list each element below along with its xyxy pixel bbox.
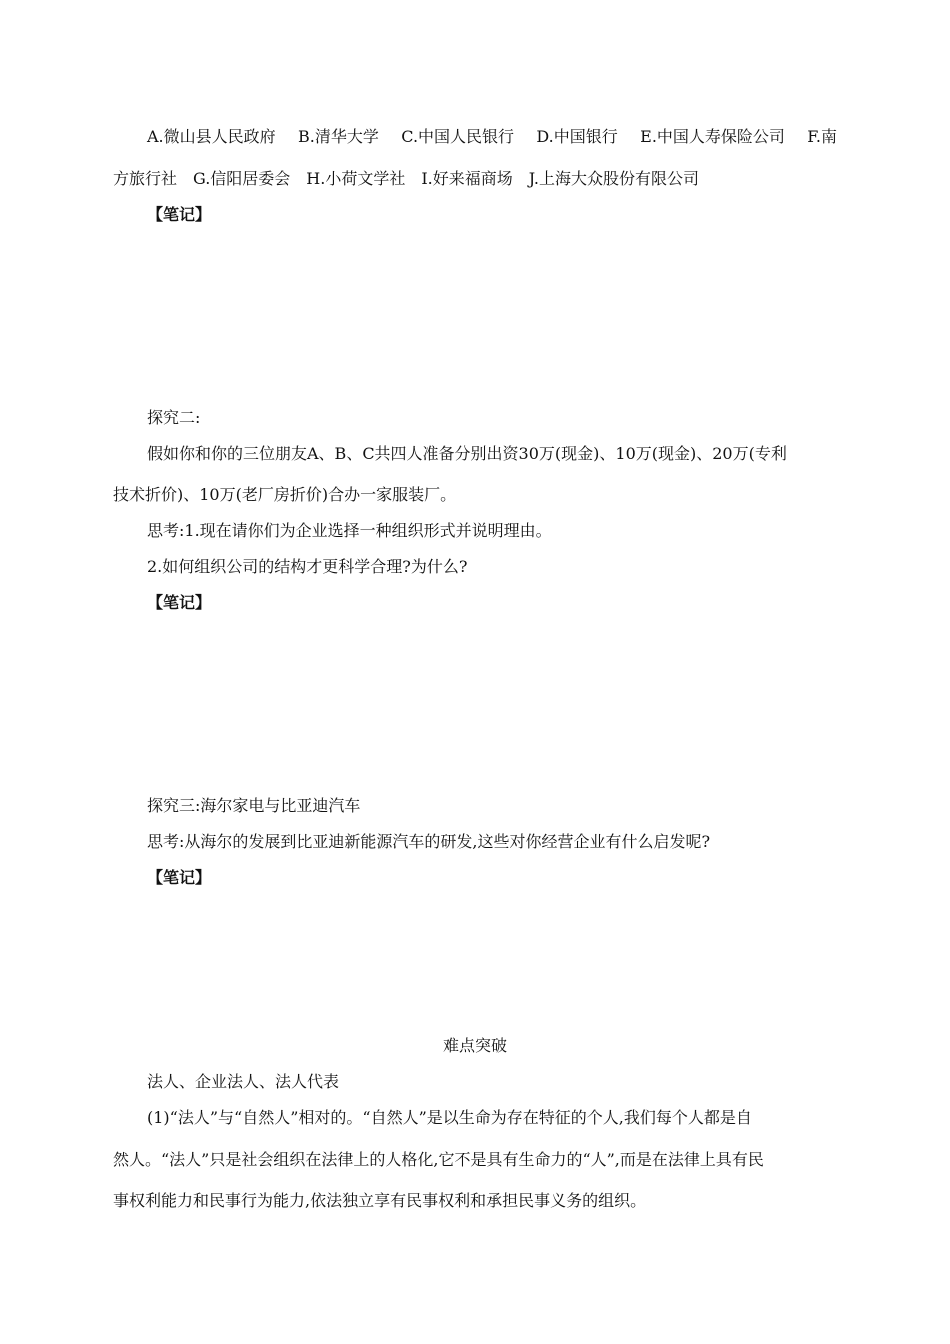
explore3-question: 思考:从海尔的发展到比亚迪新能源汽车的研发,这些对你经营企业有什么启发呢? — [147, 832, 711, 851]
options-line-2: 方旅行社 G.信阳居委会 H.小荷文学社 I.好来福商场 J.上海大众股份有限公司 — [113, 169, 700, 188]
explore2-para-line-2: 技术折价)、10万(老厂房折价)合办一家服装厂。 — [113, 485, 457, 504]
difficulty-heading: 难点突破 — [442, 1036, 507, 1055]
difficulty-subheading: 法人、企业法人、法人代表 — [147, 1072, 340, 1091]
options-line-1 — [147, 127, 837, 147]
option-b: B.清华大学 — [298, 127, 379, 146]
difficulty-para-line-3: 事权利能力和民事行为能力,依法独立享有民事权利和承担民事义务的组织。 — [113, 1191, 647, 1210]
explore2-question-1: 思考:1.现在请你们为企业选择一种组织形式并说明理由。 — [147, 521, 552, 540]
explore2-title: 探究二: — [147, 408, 201, 427]
explore3-title: 探究三:海尔家电与比亚迪汽车 — [147, 796, 361, 815]
option-e: E.中国人寿保险公司 — [640, 127, 785, 146]
note-label-1: 【笔记】 — [147, 205, 212, 224]
option-c: C.中国人民银行 — [401, 127, 515, 146]
option-a: A.微山县人民政府 — [147, 127, 276, 146]
note-label-3: 【笔记】 — [147, 868, 212, 887]
explore2-question-2: 2.如何组织公司的结构才更科学合理?为什么? — [147, 557, 468, 576]
option-f: F.南 — [807, 127, 837, 146]
option-d: D.中国银行 — [536, 127, 618, 146]
difficulty-para-line-1: (1)“法人”与“自然人”相对的。“自然人”是以生命为存在特征的个人,我们每个人都是自 — [147, 1108, 752, 1127]
note-label-2: 【笔记】 — [147, 593, 212, 612]
difficulty-para-line-2: 然人。“法人”只是社会组织在法律上的人格化,它不是具有生命力的“人”,而是在法律上具有民 — [113, 1150, 764, 1169]
explore2-para-line-1: 假如你和你的三位朋友A、B、C共四人准备分别出资30万(现金)、10万(现金)、20万(专利 — [147, 444, 787, 463]
